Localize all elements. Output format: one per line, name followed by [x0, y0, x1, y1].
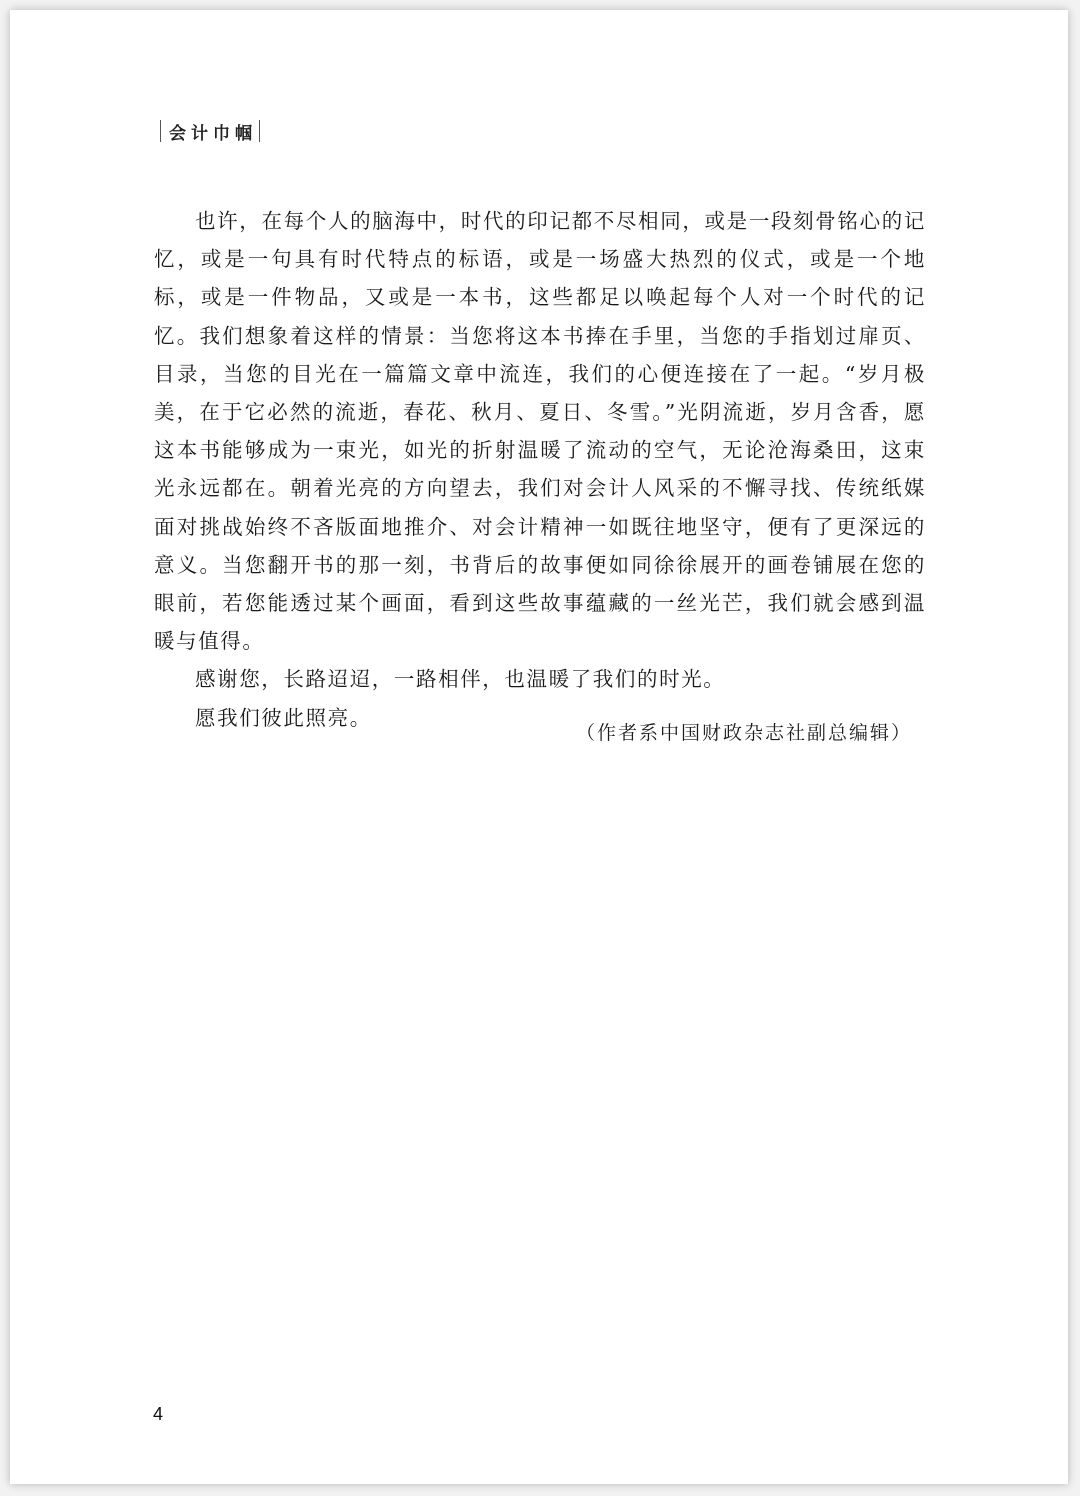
paragraph: 愿我们彼此照亮。	[195, 705, 372, 730]
body-text	[154, 202, 926, 737]
paragraph: 也许，在每个人的脑海中，时代的印记都不尽相同，或是一段刻骨铭心的记忆，或是一句具有时代特点的标语，或是一场盛大热烈的仪式，或是一个地标，或是一件物品，又或是一本书，这些都足以唤起每个人对一个时代的记忆。我们想象着这样的情景：当您将这本书捧在手里，当您的手指划过扉页、目录，当您的目光在一篇篇文章中流连，我们的心便连接在了一起。“岁月极美，在于它必然的流逝，春花、秋月、夏日、冬雪。”光阴流逝，岁月含香，愿这本书能够成为一束光，如光的折射温暖了流动的空气，无论沧海桑田，这束光永远都在。朝着光亮的方向望去，我们对会计人风采的不懈寻找、传统纸媒面对挑战始终不吝版面地推介、对会计精神一如既往地坚守，便有了更深远的意义。当您翻开书的那一刻，书背后的故事便如同徐徐展开的画卷铺展在您的眼前，若您能透过某个画面，看到这些故事蕴藏的一丝光芒，我们就会感到温暖与值得。	[154, 209, 926, 654]
paragraph: 感谢您，长路迢迢，一路相伴，也温暖了我们的时光。	[195, 667, 726, 692]
running-header	[160, 116, 260, 146]
page-number: 4	[153, 1404, 164, 1424]
header-divider-right	[259, 120, 260, 142]
header-title: 会计巾帼	[169, 123, 257, 144]
document-page	[10, 10, 1068, 1484]
author-note: （作者系中国财政杂志社副总编辑）	[575, 722, 912, 744]
